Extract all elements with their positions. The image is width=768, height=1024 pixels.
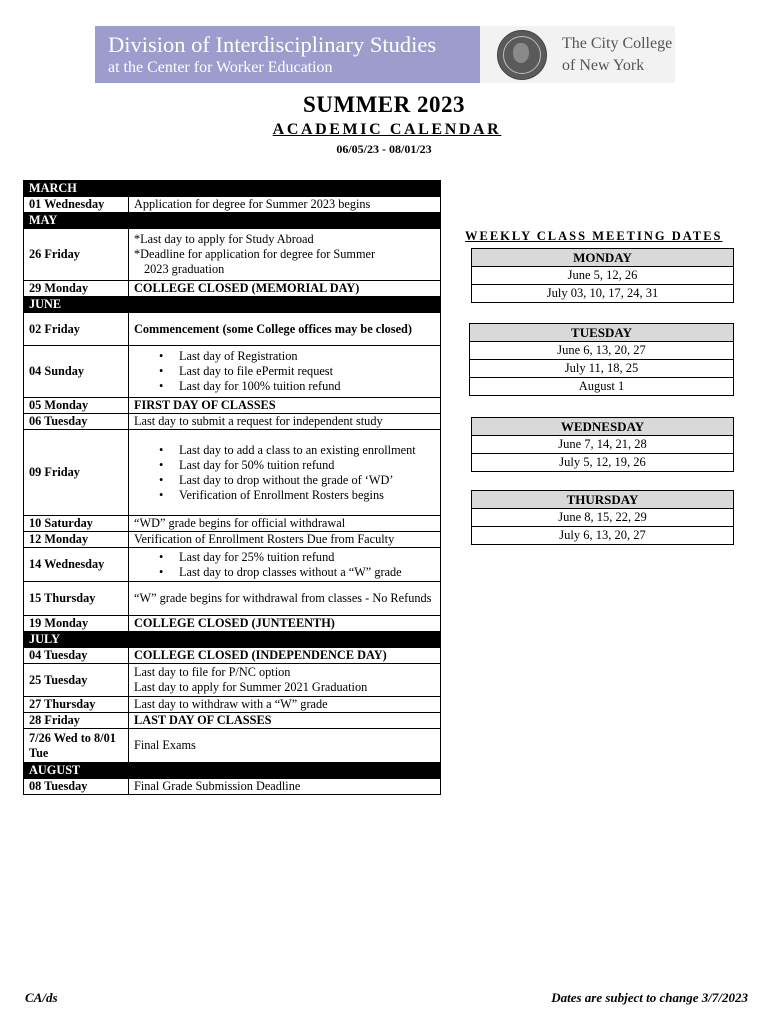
table-row [24, 664, 441, 697]
table-row [24, 229, 441, 281]
table-row [24, 346, 441, 398]
table-row [24, 197, 441, 213]
weekly-dates-title: WEEKLY CLASS MEETING DATES [465, 229, 723, 243]
event-date: 26 Friday [24, 229, 129, 281]
event-text [129, 664, 441, 697]
table-row [24, 548, 441, 582]
meeting-dates: June 8, 15, 22, 29 [472, 509, 734, 527]
college-seal-icon [497, 30, 547, 80]
meeting-dates: July 03, 10, 17, 24, 31 [472, 285, 734, 303]
event-text: Verification of Enrollment Rosters Due from Faculty [129, 532, 441, 548]
table-row [24, 616, 441, 632]
table-row [24, 582, 441, 616]
table-row [24, 779, 441, 795]
event-text: “WD” grade begins for official withdrawal [129, 516, 441, 532]
event-bullets [134, 550, 435, 580]
event-text: Last day to withdraw with a “W” grade [129, 697, 441, 713]
event-bullets [134, 349, 435, 394]
meeting-dates: July 11, 18, 25 [470, 360, 734, 378]
meeting-dates: July 5, 12, 19, 26 [472, 454, 734, 472]
event-date: 02 Friday [24, 313, 129, 346]
page-title: SUMMER 2023 [302, 92, 466, 117]
meeting-dates: June 7, 14, 21, 28 [472, 436, 734, 454]
event-date: 19 Monday [24, 616, 129, 632]
college-name-line1: The City College [562, 35, 673, 52]
footer-disclaimer: Dates are subject to change 3/7/2023 [551, 990, 748, 1005]
page-subtitle: ACADEMIC CALENDAR [272, 121, 502, 138]
event-text [129, 346, 441, 398]
academic-calendar-table [23, 180, 441, 795]
event-line: 2023 graduation [144, 262, 225, 276]
table-row [24, 398, 441, 414]
event-text: Commencement (some College offices may be closed) [129, 313, 441, 346]
footer-initials: CA/ds [25, 990, 58, 1005]
monday-dates-table [471, 248, 734, 303]
table-row [24, 430, 441, 516]
table-row [24, 697, 441, 713]
list-item: • Last day for 50% tuition refund [179, 458, 435, 473]
list-item: • Verification of Enrollment Rosters begins [179, 488, 435, 503]
list-item: • Last day to drop classes without a “W” grade [179, 565, 435, 580]
event-date: 25 Tuesday [24, 664, 129, 697]
event-line: *Deadline for application for degree for Summer [134, 247, 376, 261]
list-item: • Last day for 25% tuition refund [179, 550, 435, 565]
table-row [24, 281, 441, 297]
table-row [24, 729, 441, 763]
table-row [24, 648, 441, 664]
day-header: THURSDAY [472, 491, 734, 509]
event-text: Final Exams [129, 729, 441, 763]
event-date: 05 Monday [24, 398, 129, 414]
event-date: 06 Tuesday [24, 414, 129, 430]
college-logo [480, 26, 675, 83]
event-text: Application for degree for Summer 2023 begins [129, 197, 441, 213]
event-text: LAST DAY OF CLASSES [129, 713, 441, 729]
event-text: Final Grade Submission Deadline [129, 779, 441, 795]
event-line: *Last day to apply for Study Abroad [134, 232, 314, 246]
division-banner [95, 26, 480, 83]
tuesday-dates-table [469, 323, 734, 396]
event-date: 12 Monday [24, 532, 129, 548]
table-row [24, 516, 441, 532]
event-date: 15 Thursday [24, 582, 129, 616]
event-bullets [134, 443, 435, 503]
list-item: • Last day to file ePermit request [179, 364, 435, 379]
event-date: 09 Friday [24, 430, 129, 516]
month-header-july: JULY [24, 632, 441, 648]
month-header-august: AUGUST [24, 763, 441, 779]
day-header: WEDNESDAY [472, 418, 734, 436]
event-date: 29 Monday [24, 281, 129, 297]
event-text: COLLEGE CLOSED (MEMORIAL DAY) [129, 281, 441, 297]
event-date: 14 Wednesday [24, 548, 129, 582]
list-item: • Last day to add a class to an existing enrollment [179, 443, 435, 458]
wednesday-dates-table [471, 417, 734, 472]
event-date: 08 Tuesday [24, 779, 129, 795]
event-text: COLLEGE CLOSED (INDEPENDENCE DAY) [129, 648, 441, 664]
event-date: 01 Wednesday [24, 197, 129, 213]
event-line: Last day to apply for Summer 2021 Graduation [134, 680, 368, 694]
event-date: 04 Tuesday [24, 648, 129, 664]
event-text [129, 229, 441, 281]
day-header: TUESDAY [470, 324, 734, 342]
date-range: 06/05/23 - 08/01/23 [336, 142, 432, 156]
list-item: • Last day of Registration [179, 349, 435, 364]
month-header-may: MAY [24, 213, 441, 229]
event-date: 04 Sunday [24, 346, 129, 398]
event-date: 27 Thursday [24, 697, 129, 713]
table-row [24, 313, 441, 346]
list-item: • Last day to drop without the grade of ‘WD’ [179, 473, 435, 488]
college-name-line2: of New York [562, 57, 645, 74]
event-date: 10 Saturday [24, 516, 129, 532]
event-text: FIRST DAY OF CLASSES [129, 398, 441, 414]
table-row [24, 532, 441, 548]
division-subtitle: at the Center for Worker Education [108, 59, 333, 76]
event-text: Last day to submit a request for independent study [129, 414, 441, 430]
event-text [129, 430, 441, 516]
division-title: Division of Interdisciplinary Studies [108, 32, 437, 57]
table-row [24, 414, 441, 430]
meeting-dates: June 6, 13, 20, 27 [470, 342, 734, 360]
event-date: 7/26 Wed to 8/01 Tue [24, 729, 129, 763]
event-text [129, 548, 441, 582]
event-text: “W” grade begins for withdrawal from classes - No Refunds [129, 582, 441, 616]
event-line: Last day to file for P/NC option [134, 665, 291, 679]
table-row [24, 713, 441, 729]
thursday-dates-table [471, 490, 734, 545]
event-text: COLLEGE CLOSED (JUNTEENTH) [129, 616, 441, 632]
list-item: • Last day for 100% tuition refund [179, 379, 435, 394]
meeting-dates: June 5, 12, 26 [472, 267, 734, 285]
month-header-march: MARCH [24, 181, 441, 197]
event-date: 28 Friday [24, 713, 129, 729]
day-header: MONDAY [472, 249, 734, 267]
month-header-june: JUNE [24, 297, 441, 313]
meeting-dates: July 6, 13, 20, 27 [472, 527, 734, 545]
meeting-dates: August 1 [470, 378, 734, 396]
